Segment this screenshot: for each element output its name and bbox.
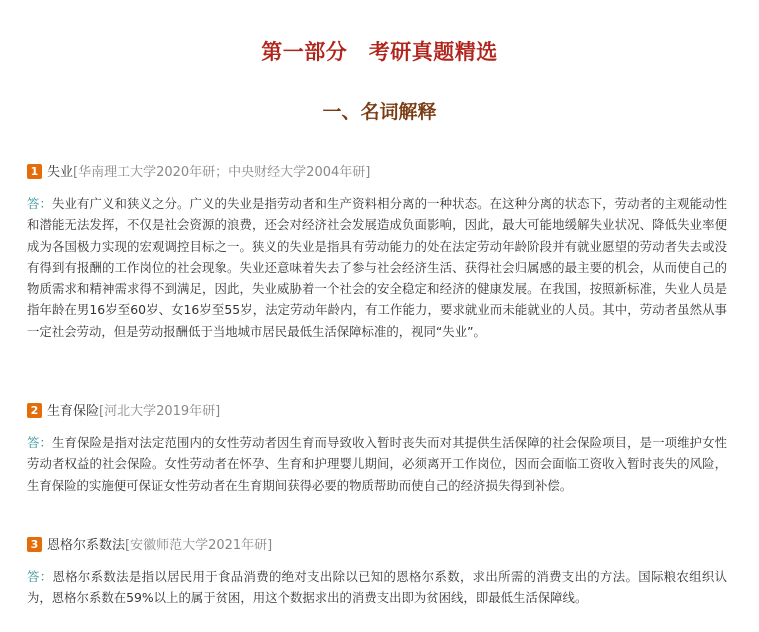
answer-text: 生育保险是指对法定范围内的女性劳动者因生育而导致收入暂时丧失而对其提供生活保障的社会保险项目，是一项维护女性劳动者权益的社会保险。女性劳动者在怀孕、生育和护理婴儿期间，必须离开工作岗位，因而会面临工资收入暂时丧失的风险，生育保险的实施便可保证女性劳动者在生育期间获得必要的物质帮助而使自己的经济损失得到补偿。 [27, 435, 728, 493]
term-line [27, 402, 727, 422]
answer-label: 答： [27, 569, 53, 584]
section-title: 一、名词解释 [322, 101, 437, 123]
term-title: 恩格尔系数法 [47, 538, 126, 553]
number-badge: 2 [27, 403, 42, 418]
term-source: [华南理工大学2020年研；中央财经大学2004年研] [73, 165, 371, 180]
entry-engel-coefficient [27, 536, 727, 609]
term-title: 生育保险 [47, 404, 100, 419]
answer-text: 失业有广义和狭义之分。广义的失业是指劳动者和生产资料相分离的一种状态。在这种分离的状态下，劳动者的主观能动性和潜能无法发挥，不仅是社会资源的浪费，还会对经济社会发展造成负面影响，因此，最大可能地缓解失业状况、降低失业率便成为各国极力实现的宏观调控目标之一。狭义的失业是指具有劳动能力的处在法定劳动年龄阶段并有就业愿望的劳动者失去或没有得到有报酬的工作岗位的社会现象。失业还意味着失去了参与社会经济生活、获得社会归属感的最主要的机会，从而使自己的物质需求和精神需求得不到满足，因此，失业威胁着一个社会的安全稳定和经济的健康发展。在我国，按照新标准，失业人员是指年龄在男16岁至60岁、女16岁至55岁，法定劳动年龄内，有工作能力，要求就业而未能就业的人员。其中，劳动者虽然从事一定社会劳动，但是劳动报酬低于当地城市居民最低生活保障标准的，视同“失业”。 [27, 196, 728, 339]
term-title: 失业 [47, 165, 74, 180]
answer-label: 答： [27, 196, 53, 211]
answer-paragraph [27, 193, 727, 342]
answer-paragraph [27, 432, 727, 496]
answer-paragraph [27, 566, 727, 609]
number-badge: 3 [27, 537, 42, 552]
entry-maternity-insurance [27, 402, 727, 496]
answer-text: 恩格尔系数法是指以居民用于食品消费的绝对支出除以已知的恩格尔系数，求出所需的消费支出的方法。国际粮农组织认为，恩格尔系数在59%以上的属于贫困，用这个数据求出的消费支出即为贫困线，即最低生活保障线。 [27, 569, 728, 606]
entry-unemployment [27, 163, 727, 342]
answer-label: 答： [27, 435, 53, 450]
term-source: [河北大学2019年研] [99, 404, 221, 419]
term-line [27, 536, 727, 556]
term-line [27, 163, 727, 183]
number-badge: 1 [27, 164, 42, 179]
part-title: 第一部分 考研真题精选 [261, 40, 498, 64]
term-source: [安徽师范大学2021年研] [125, 538, 273, 553]
